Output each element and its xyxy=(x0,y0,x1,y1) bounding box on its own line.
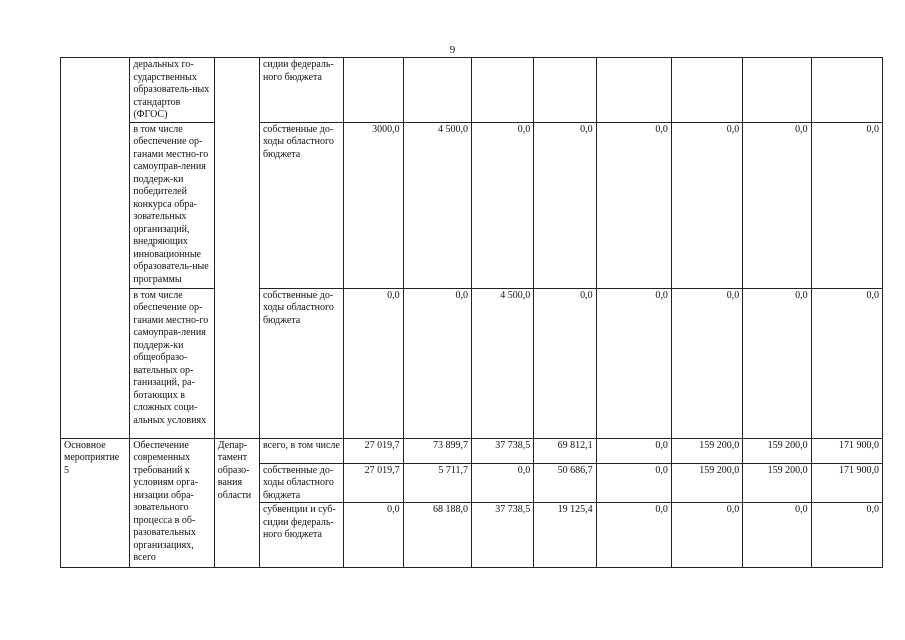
value-cell-2020: 0,0 xyxy=(743,288,811,438)
event-cell-empty xyxy=(61,58,130,439)
value-cell-2021: 0,0 xyxy=(811,288,882,438)
value-cell-2020 xyxy=(743,58,811,123)
measure-title-cell: деральных го-сударственных образователь-ных стандартов (ФГОС) xyxy=(130,58,214,123)
value-cell-2016: 37 738,5 xyxy=(471,503,533,568)
value-cell-2019: 159 200,0 xyxy=(671,463,742,503)
funding-source-cell: сидии федераль-ного бюджета xyxy=(259,58,343,123)
value-cell-2021 xyxy=(811,58,882,123)
value-cell-2020: 0,0 xyxy=(743,503,811,568)
value-cell-2017 xyxy=(534,58,596,123)
value-cell-2017: 69 812,1 xyxy=(534,438,596,463)
value-cell-2019: 0,0 xyxy=(671,288,742,438)
value-cell-2015 xyxy=(403,58,471,123)
value-cell-2016: 37 738,5 xyxy=(471,438,533,463)
value-cell-2016 xyxy=(471,58,533,123)
value-cell-2014: 27 019,7 xyxy=(344,463,403,503)
value-cell-2017: 50 686,7 xyxy=(534,463,596,503)
value-cell-2018: 0,0 xyxy=(596,438,671,463)
executor-cell-empty xyxy=(214,58,259,439)
value-cell-2014 xyxy=(344,58,403,123)
table-row xyxy=(61,122,883,288)
value-cell-2018: 0,0 xyxy=(596,288,671,438)
value-cell-2014: 3000,0 xyxy=(344,122,403,288)
funding-source-cell: собственные до-ходы областного бюджета xyxy=(259,463,343,503)
value-cell-2015: 73 899,7 xyxy=(403,438,471,463)
value-cell-2015: 0,0 xyxy=(403,288,471,438)
value-cell-2017: 19 125,4 xyxy=(534,503,596,568)
budget-table xyxy=(60,57,883,568)
value-cell-2020: 159 200,0 xyxy=(743,438,811,463)
event-name-cell: Основное мероприятие 5 xyxy=(61,438,130,568)
value-cell-2016: 0,0 xyxy=(471,463,533,503)
measure-title-cell: Обеспечение современных требований к условиям орга-низации обра-зовательного процесса в об-разовательных организациях, всего xyxy=(130,438,214,568)
value-cell-2015: 68 188,0 xyxy=(403,503,471,568)
page-number: 9 xyxy=(449,44,456,56)
value-cell-2018: 0,0 xyxy=(596,122,671,288)
measure-title-cell: в том числе обеспечение ор-ганами местно-го самоуправ-ления поддерж-ки общеобразо-вательных ор-ганизаций, ра-ботающих в сложных соци-альных условиях xyxy=(130,288,214,438)
value-cell-2019: 159 200,0 xyxy=(671,438,742,463)
funding-source-cell: субвенции и суб-сидии федераль-ного бюджета xyxy=(259,503,343,568)
value-cell-2018: 0,0 xyxy=(596,503,671,568)
value-cell-2021: 171 900,0 xyxy=(811,438,882,463)
value-cell-2019 xyxy=(671,58,742,123)
value-cell-2014: 27 019,7 xyxy=(344,438,403,463)
value-cell-2020: 159 200,0 xyxy=(743,463,811,503)
table-row xyxy=(61,438,883,463)
table-row xyxy=(61,288,883,438)
executor-cell: Депар-тамент образо-вания области xyxy=(214,438,259,568)
value-cell-2018: 0,0 xyxy=(596,463,671,503)
value-cell-2021: 0,0 xyxy=(811,503,882,568)
value-cell-2014: 0,0 xyxy=(344,503,403,568)
value-cell-2018 xyxy=(596,58,671,123)
value-cell-2015: 5 711,7 xyxy=(403,463,471,503)
value-cell-2014: 0,0 xyxy=(344,288,403,438)
value-cell-2015: 4 500,0 xyxy=(403,122,471,288)
value-cell-2016: 0,0 xyxy=(471,122,533,288)
value-cell-2020: 0,0 xyxy=(743,122,811,288)
table-row xyxy=(61,58,883,123)
value-cell-2021: 0,0 xyxy=(811,122,882,288)
measure-title-cell: в том числе обеспечение ор-ганами местно-го самоуправ-ления поддерж-ки победителей конкурса обра-зовательных организаций, внедряющих инновационные образователь-ные программы xyxy=(130,122,214,288)
funding-source-cell: собственные до-ходы областного бюджета xyxy=(259,288,343,438)
value-cell-2021: 171 900,0 xyxy=(811,463,882,503)
funding-source-cell: собственные до-ходы областного бюджета xyxy=(259,122,343,288)
value-cell-2016: 4 500,0 xyxy=(471,288,533,438)
value-cell-2017: 0,0 xyxy=(534,288,596,438)
value-cell-2019: 0,0 xyxy=(671,122,742,288)
funding-source-cell: всего, в том числе xyxy=(259,438,343,463)
value-cell-2019: 0,0 xyxy=(671,503,742,568)
value-cell-2017: 0,0 xyxy=(534,122,596,288)
